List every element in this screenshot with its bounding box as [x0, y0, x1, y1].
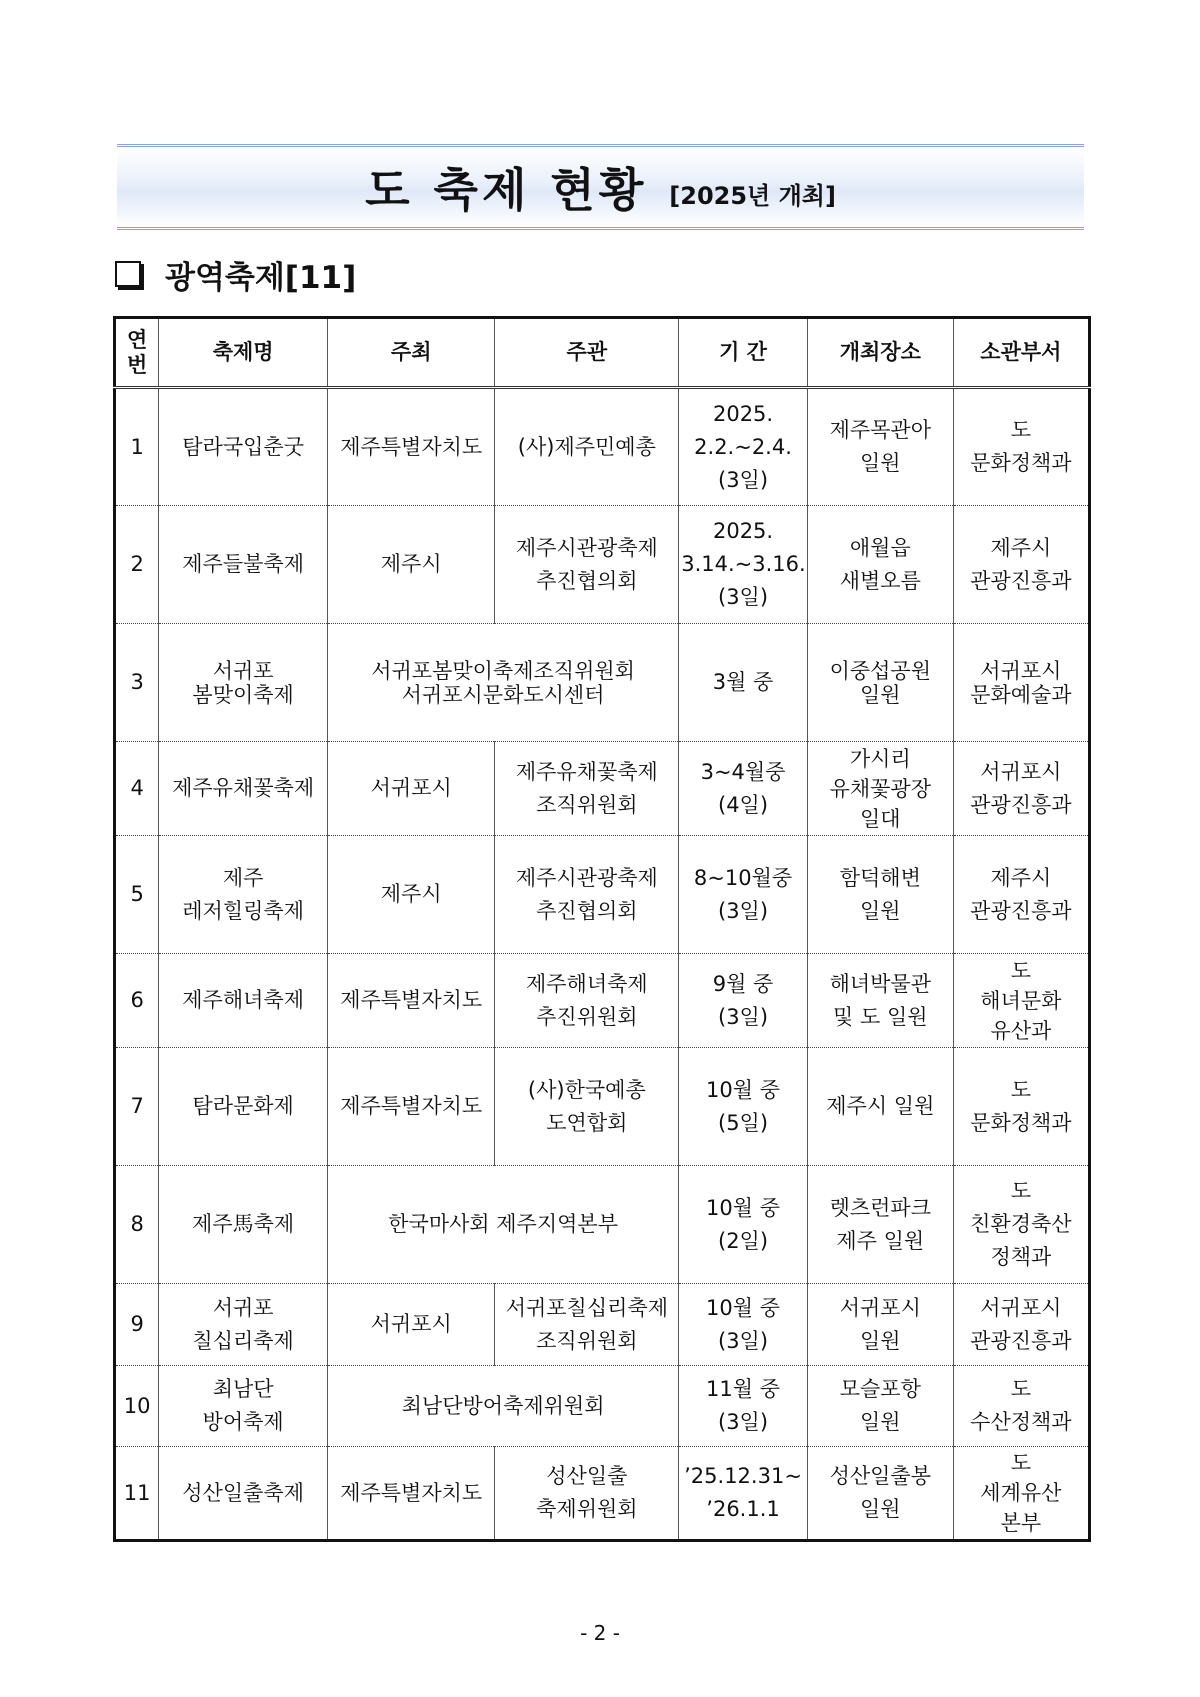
header-organizer: 주관	[495, 318, 679, 388]
table-row	[115, 836, 1090, 954]
cell-dept: 도 문화정책과	[953, 1048, 1089, 1166]
cell-venue: 제주시 일원	[807, 1048, 953, 1166]
cell-period: 10월 중 (2일)	[679, 1166, 808, 1284]
cell-name: 서귀포 봄맞이축제	[159, 624, 328, 742]
cell-host: 제주특별자치도	[327, 954, 495, 1048]
cell-host: 서귀포시	[327, 742, 495, 836]
cell-dept: 서귀포시 문화예술과	[953, 624, 1089, 742]
checkbox-icon	[115, 261, 141, 287]
cell-name: 제주해녀축제	[159, 954, 328, 1048]
cell-name: 탐라국입춘굿	[159, 388, 328, 506]
cell-dept: 제주시 관광진흥과	[953, 506, 1089, 624]
cell-no: 7	[115, 1048, 159, 1166]
cell-name: 제주들불축제	[159, 506, 328, 624]
cell-name: 서귀포 칠십리축제	[159, 1284, 328, 1366]
cell-name: 제주 레저힐링축제	[159, 836, 328, 954]
cell-organizer: 성산일출 축제위원회	[495, 1447, 679, 1541]
table-row	[115, 954, 1090, 1048]
cell-no: 11	[115, 1447, 159, 1541]
table-row	[115, 1366, 1090, 1447]
cell-no: 2	[115, 506, 159, 624]
cell-dept: 제주시 관광진흥과	[953, 836, 1089, 954]
table-row	[115, 1166, 1090, 1284]
table-row	[115, 742, 1090, 836]
cell-organizer: 제주해녀축제 추진위원회	[495, 954, 679, 1048]
cell-period: 3~4월중 (4일)	[679, 742, 808, 836]
header-venue: 개최장소	[807, 318, 953, 388]
cell-name: 최남단 방어축제	[159, 1366, 328, 1447]
cell-organizer: 제주유채꽃축제 조직위원회	[495, 742, 679, 836]
cell-dept: 도 문화정책과	[953, 388, 1089, 506]
table-header-row	[115, 318, 1090, 388]
cell-venue: 해녀박물관 및 도 일원	[807, 954, 953, 1048]
cell-period: 2025. 3.14.~3.16. (3일)	[679, 506, 808, 624]
cell-no: 10	[115, 1366, 159, 1447]
cell-organizer: 서귀포칠십리축제 조직위원회	[495, 1284, 679, 1366]
cell-no: 6	[115, 954, 159, 1048]
table-row	[115, 506, 1090, 624]
cell-period: 10월 중 (5일)	[679, 1048, 808, 1166]
cell-venue: 렛츠런파크 제주 일원	[807, 1166, 953, 1284]
table-row	[115, 624, 1090, 742]
cell-period: 2025. 2.2.~2.4. (3일)	[679, 388, 808, 506]
festival-table	[113, 316, 1091, 1542]
cell-period: 9월 중 (3일)	[679, 954, 808, 1048]
cell-dept: 도 세계유산 본부	[953, 1447, 1089, 1541]
page-title: 도 축제 현황	[365, 163, 648, 217]
cell-venue: 제주목관아 일원	[807, 388, 953, 506]
cell-period: 8~10월중 (3일)	[679, 836, 808, 954]
cell-organizer: (사)제주민예총	[495, 388, 679, 506]
cell-host: 제주특별자치도	[327, 388, 495, 506]
cell-venue: 애월읍 새별오름	[807, 506, 953, 624]
cell-host: 서귀포시	[327, 1284, 495, 1366]
cell-organizer: 제주시관광축제 추진협의회	[495, 506, 679, 624]
cell-period: 10월 중 (3일)	[679, 1284, 808, 1366]
header-host: 주최	[327, 318, 495, 388]
section-title: 광역축제[11]	[165, 259, 357, 296]
page-number: - 2 -	[580, 1621, 620, 1645]
header-dept: 소관부서	[953, 318, 1089, 388]
table-row	[115, 1284, 1090, 1366]
cell-venue: 가시리 유채꽃광장 일대	[807, 742, 953, 836]
cell-venue: 이중섭공원 일원	[807, 624, 953, 742]
cell-name: 탐라문화제	[159, 1048, 328, 1166]
header-name: 축제명	[159, 318, 328, 388]
cell-period: ’25.12.31~ ’26.1.1	[679, 1447, 808, 1541]
cell-organizer: 제주시관광축제 추진협의회	[495, 836, 679, 954]
cell-host-organizer: 한국마사회 제주지역본부	[327, 1166, 678, 1284]
cell-host: 제주시	[327, 836, 495, 954]
cell-organizer: (사)한국예총 도연합회	[495, 1048, 679, 1166]
cell-no: 5	[115, 836, 159, 954]
cell-name: 제주馬축제	[159, 1166, 328, 1284]
cell-venue: 모슬포항 일원	[807, 1366, 953, 1447]
cell-dept: 도 해녀문화 유산과	[953, 954, 1089, 1048]
table-row	[115, 1447, 1090, 1541]
header-period: 기 간	[679, 318, 808, 388]
title-banner	[117, 144, 1084, 230]
cell-no: 9	[115, 1284, 159, 1366]
header-no: 연 번	[115, 318, 159, 388]
cell-period: 3월 중	[679, 624, 808, 742]
cell-venue: 서귀포시 일원	[807, 1284, 953, 1366]
cell-period: 11월 중 (3일)	[679, 1366, 808, 1447]
cell-dept: 서귀포시 관광진흥과	[953, 742, 1089, 836]
cell-dept: 도 수산정책과	[953, 1366, 1089, 1447]
cell-no: 3	[115, 624, 159, 742]
cell-no: 8	[115, 1166, 159, 1284]
page-subtitle: [2025년 개최]	[669, 181, 836, 210]
cell-venue: 성산일출봉 일원	[807, 1447, 953, 1541]
cell-host: 제주특별자치도	[327, 1048, 495, 1166]
cell-host: 제주시	[327, 506, 495, 624]
cell-name: 성산일출축제	[159, 1447, 328, 1541]
cell-host-organizer: 최남단방어축제위원회	[327, 1366, 678, 1447]
cell-venue: 함덕해변 일원	[807, 836, 953, 954]
cell-dept: 도 친환경축산 정책과	[953, 1166, 1089, 1284]
cell-no: 4	[115, 742, 159, 836]
cell-host: 제주특별자치도	[327, 1447, 495, 1541]
cell-dept: 서귀포시 관광진흥과	[953, 1284, 1089, 1366]
table-row	[115, 388, 1090, 506]
table-row	[115, 1048, 1090, 1166]
cell-name: 제주유채꽃축제	[159, 742, 328, 836]
cell-host-organizer: 서귀포봄맞이축제조직위원회 서귀포시문화도시센터	[327, 624, 678, 742]
cell-no: 1	[115, 388, 159, 506]
section-heading	[115, 252, 356, 296]
